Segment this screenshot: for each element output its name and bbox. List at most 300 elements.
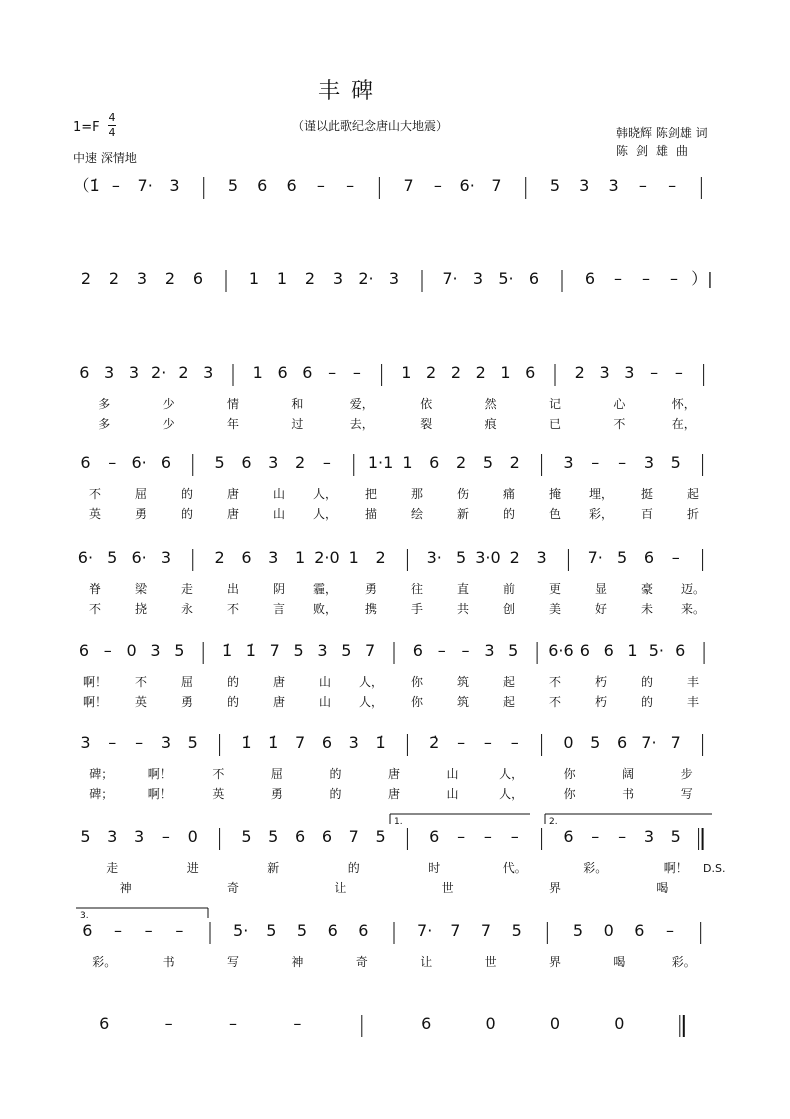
note-token: 6: [321, 827, 333, 846]
lyric-verse-2: 共: [456, 602, 470, 616]
dal-segno-mark: D.S.: [703, 862, 726, 875]
lyric-verse-2: 手: [410, 602, 424, 616]
lyric-verse-2: 去，: [349, 417, 374, 431]
note-token: 3: [484, 641, 495, 660]
note-token: 6: [82, 921, 93, 940]
note-token: –: [638, 176, 647, 195]
note-token: 5: [214, 453, 225, 472]
note-token: （1̇: [73, 176, 100, 195]
note-token: 5: [241, 827, 252, 846]
note-token: 3: [203, 363, 214, 382]
note-token: 2̇: [429, 733, 440, 752]
note-token: 6: [321, 733, 333, 752]
lyric-verse-2: 年: [226, 417, 240, 431]
note-token: 3: [624, 363, 635, 382]
lyric-verse-1: 山: [318, 675, 332, 689]
lyric-verse-2: 界: [548, 881, 562, 895]
note-token: 1̇: [375, 733, 386, 752]
note-token: 3: [169, 176, 180, 195]
note-token: 2·: [358, 269, 374, 288]
note-token: 6: [286, 176, 297, 195]
note-token: 6: [78, 641, 90, 660]
note-token: 6: [160, 453, 172, 472]
lyric-verse-2: 的: [226, 695, 240, 709]
note-token: 6: [241, 548, 252, 567]
lyric-verse-1: 的: [347, 861, 360, 875]
lyric-verse-2: 唐: [272, 695, 286, 709]
note-token: 2·: [151, 363, 167, 382]
time-signature-top: 4: [108, 111, 116, 124]
lyric-verse-2: 碑；: [89, 787, 114, 801]
lyric-verse-2: 的: [502, 507, 516, 521]
note-token: 3: [388, 269, 400, 288]
lyric-verse-1: 进: [186, 861, 199, 875]
note-token: 7·: [587, 548, 603, 567]
lyric-verse-1: 埋，: [588, 487, 614, 501]
note-token: 6: [99, 1014, 110, 1033]
note-token: –: [671, 548, 680, 567]
note-token: –: [642, 269, 650, 288]
note-token: –: [433, 176, 442, 195]
note-token: ）|: [691, 269, 713, 288]
lyric-verse-2: 起: [502, 695, 516, 709]
lyric-verse-2: 勇: [270, 787, 283, 801]
lyric-verse-1: 走: [106, 861, 119, 875]
note-token: 3: [104, 363, 115, 382]
note-token: 1: [401, 363, 412, 382]
lyric-verse-2: 山: [446, 787, 459, 801]
note-token: 6: [643, 548, 655, 567]
note-token: 3·: [426, 548, 442, 567]
lyric-verse-2: 啊！: [82, 695, 108, 709]
lyric-verse-1: 代。: [502, 861, 527, 875]
lyric-verse-2: 英: [88, 507, 102, 521]
lyric-verse-1: 屈: [134, 487, 148, 501]
note-token: 6: [277, 363, 288, 382]
note-token: 3: [643, 827, 655, 846]
lyric-verse-1: 阔: [622, 767, 635, 781]
lyric-verse-2: 绘: [410, 507, 424, 521]
lyric-verse-2: 在，: [671, 417, 696, 431]
note-token: 5: [375, 827, 386, 846]
lyric-verse-2: 色: [548, 507, 562, 521]
note-token: 3: [599, 363, 610, 382]
note-token: –: [161, 827, 170, 846]
lyric-verse-2: 言: [272, 602, 286, 616]
note-token: 6: [412, 641, 423, 660]
note-token: 5: [268, 827, 279, 846]
lyric-verse-1: 的: [329, 767, 342, 781]
lyric-verse-2: 喝: [656, 881, 669, 895]
note-token: 1: [252, 363, 263, 382]
lyric-verse-2: 山: [272, 507, 286, 521]
note-token: –: [175, 921, 184, 940]
lyric-verse-2: 携: [364, 602, 378, 616]
lyric-verse-2: 神: [119, 881, 132, 895]
note-token: 3: [107, 827, 118, 846]
lyric-verse-2: 你: [563, 787, 576, 801]
note-token: 3: [268, 453, 279, 472]
lyric-verse-1: 把: [364, 487, 378, 501]
volta-label-2: 2.: [549, 817, 558, 827]
lyric-verse-1: 那: [410, 487, 424, 501]
note-token: 2: [509, 548, 520, 567]
note-token: 2: [375, 548, 386, 567]
note-token: 7: [365, 641, 376, 660]
note-token: 5: [616, 548, 628, 567]
note-token: 6: [302, 363, 313, 382]
note-token: –: [164, 1014, 173, 1033]
note-token: 0: [614, 1014, 625, 1033]
lyric-verse-1: 你: [563, 767, 576, 781]
note-token: –: [328, 363, 337, 382]
lyric-verse-1: 怀，: [671, 397, 696, 411]
note-token: 6: [327, 921, 338, 940]
lyric-verse-2: 好: [594, 602, 608, 616]
note-token: 6: [294, 827, 306, 846]
note-token: 3·0: [475, 548, 501, 567]
note-token: 2: [475, 363, 486, 382]
note-token: 6: [675, 641, 686, 660]
note-token: 5: [482, 453, 494, 472]
lyric-verse-1: 和: [291, 397, 304, 411]
lyric-verse-2: 世: [441, 881, 454, 895]
lyric-verse-1: 彩。: [92, 955, 117, 969]
lyric-verse-2: 百: [640, 507, 654, 521]
note-token: –: [111, 176, 120, 195]
note-token: 5: [508, 641, 519, 660]
lyric-verse-1: 出: [226, 582, 240, 596]
note-token: –: [346, 176, 355, 195]
note-token: 3: [80, 733, 91, 752]
lyric-verse-1: 显: [594, 582, 608, 596]
note-token: 6·: [77, 548, 94, 567]
note-token: 2: [426, 363, 437, 382]
note-token: 6: [634, 921, 645, 940]
note-token: 3: [579, 176, 590, 195]
note-token: 7: [670, 733, 681, 752]
lyric-verse-2: 不: [226, 602, 240, 616]
note-token: 6: [525, 363, 536, 382]
note-token: 2: [108, 269, 120, 288]
note-token: 5: [341, 641, 352, 660]
lyric-verse-1: 啊！: [82, 675, 108, 689]
lyric-verse-2: 唐: [226, 507, 240, 521]
lyric-verse-1: 写: [226, 955, 240, 969]
note-token: 5: [296, 921, 308, 940]
note-token: 1̇: [268, 733, 279, 752]
lyric-verse-2: 的: [180, 507, 194, 521]
note-token: 5: [670, 827, 681, 846]
lyric-verse-2: 折: [686, 507, 700, 521]
lyric-verse-1: 脊: [88, 582, 102, 596]
note-token: 7: [403, 176, 414, 195]
note-token: 6: [563, 827, 574, 846]
lyric-verse-2: 朽: [594, 695, 608, 709]
lyric-verse-1: 山: [272, 487, 286, 501]
lyric-verse-1: 神: [291, 955, 304, 969]
lyric-verse-1: 霾，: [312, 582, 338, 596]
lyric-verse-1: 屈: [270, 767, 283, 781]
note-token: –: [144, 921, 153, 940]
lyric-verse-1: 书: [162, 955, 175, 969]
lyric-verse-2: 英: [212, 787, 225, 801]
lyric-verse-2: 不: [613, 417, 626, 431]
note-token: –: [322, 453, 331, 472]
note-token: 2: [164, 269, 176, 288]
lyric-verse-2: 你: [410, 695, 424, 709]
lyric-verse-2: 英: [134, 695, 148, 709]
lyric-verse-2: 新: [456, 507, 470, 521]
note-token: 0: [563, 733, 574, 752]
note-token: 1: [248, 269, 260, 288]
lyric-verse-1: 人，: [312, 487, 338, 501]
lyric-verse-1: 痛: [502, 487, 516, 501]
lyric-verse-1: 屈: [180, 675, 194, 689]
lyric-verse-2: 写: [680, 787, 693, 801]
lyric-verse-1: 唐: [272, 675, 286, 689]
note-token: 7·: [137, 176, 153, 195]
note-token: 0: [485, 1014, 496, 1033]
note-token: 7·: [641, 733, 657, 752]
note-token: 6: [192, 269, 204, 288]
note-token: –: [510, 827, 519, 846]
lyric-verse-1: 朽: [594, 675, 608, 689]
note-token: 6: [528, 269, 540, 288]
lyric-verse-1: 步: [680, 767, 693, 781]
lyric-verse-2: 书: [622, 787, 635, 801]
lyric-verse-1: 豪: [640, 582, 654, 596]
note-token: –: [666, 921, 674, 940]
lyric-verse-2: 挠: [134, 602, 148, 616]
note-token: –: [650, 363, 659, 382]
lyric-verse-2: 败，: [312, 602, 338, 616]
note-token: 5: [670, 453, 681, 472]
lyric-verse-1: 爱，: [349, 397, 374, 411]
note-token: 6: [79, 363, 90, 382]
lyric-verse-2: 永: [180, 602, 194, 616]
composer-credit: 陈剑雄曲: [616, 144, 697, 158]
note-token: 6: [616, 733, 628, 752]
note-token: –: [483, 733, 492, 752]
note-token: –: [103, 641, 112, 660]
note-token: 3: [128, 363, 140, 382]
lyric-verse-2: 人，: [499, 787, 524, 801]
note-token: –: [618, 827, 627, 846]
note-token: 5: [572, 921, 584, 940]
note-token: 6: [584, 269, 596, 288]
note-token: 2: [574, 363, 585, 382]
note-token: –: [618, 453, 627, 472]
note-token: 1̇: [245, 641, 256, 660]
lyric-verse-1: 少: [162, 397, 175, 411]
lyric-verse-2: 人，: [312, 507, 338, 521]
lyric-verse-1: 山: [446, 767, 459, 781]
lyric-verse-1: 唐: [387, 767, 401, 781]
lyric-verse-1: 你: [410, 675, 424, 689]
note-token: –: [293, 1014, 302, 1033]
note-token: 5: [80, 827, 91, 846]
note-token: –: [614, 269, 622, 288]
lyric-verse-1: 往: [410, 582, 424, 596]
lyric-verse-2: 奇: [226, 881, 240, 895]
lyric-verse-1: 喝: [613, 955, 626, 969]
lyric-verse-1: 丰: [686, 675, 700, 689]
lyric-verse-1: 更: [548, 582, 562, 596]
note-token: 5: [511, 921, 522, 940]
note-token: 2: [294, 453, 306, 472]
note-token: 7: [294, 733, 306, 752]
note-token: 3: [348, 733, 359, 752]
note-token: 0: [126, 641, 137, 660]
lyric-verse-2: 描: [364, 507, 378, 521]
note-token: 1·1: [367, 453, 394, 472]
note-token: –: [437, 641, 446, 660]
lyric-verse-1: 啊！: [663, 861, 688, 875]
lyric-verse-1: 世: [484, 955, 497, 969]
note-token: 5: [590, 733, 601, 752]
lyric-verse-1: 阴: [272, 582, 286, 596]
note-token: 1: [348, 548, 359, 567]
note-token: 0: [187, 827, 198, 846]
lyric-verse-1: 啊！: [147, 767, 172, 781]
note-token: 2: [178, 363, 189, 382]
lyric-verse-2: 少: [162, 417, 175, 431]
lyric-verse-1: 不: [88, 487, 102, 501]
key-signature: 1=F: [73, 120, 100, 135]
note-token: –: [483, 827, 492, 846]
note-token: 0: [549, 1014, 561, 1033]
note-token: 3: [472, 269, 484, 288]
lyric-verse-2: 美: [548, 602, 562, 616]
lyric-verse-1: 勇: [364, 582, 378, 596]
lyric-verse-2: 丰: [686, 695, 700, 709]
note-token: 5: [187, 733, 198, 752]
note-token: 3: [563, 453, 574, 472]
lyric-verse-1: 让: [420, 955, 433, 969]
note-token: –: [674, 363, 683, 382]
lyric-verse-1: 迈。: [680, 582, 706, 596]
lyric-verse-1: 梁: [134, 582, 148, 596]
lyric-verse-1: 不: [134, 675, 148, 689]
note-token: 3: [317, 641, 328, 660]
note-token: 1̇: [241, 733, 252, 752]
note-token: 6: [429, 453, 440, 472]
note-token: –: [108, 453, 117, 472]
lyric-verse-1: 界: [548, 955, 562, 969]
note-token: 1̇: [221, 641, 233, 660]
lyric-verse-1: 的: [180, 487, 194, 501]
note-token: –: [229, 1014, 237, 1033]
lyric-verse-1: 走: [180, 582, 194, 596]
note-token: 2: [214, 548, 225, 567]
note-token: 3: [536, 548, 547, 567]
lyric-verse-1: 记: [548, 397, 562, 411]
note-token: 6: [80, 453, 91, 472]
note-token: 2·0: [314, 548, 340, 567]
note-token: 6: [241, 453, 252, 472]
lyric-verse-2: 唐: [387, 787, 401, 801]
note-token: 6·: [459, 176, 475, 195]
lyric-verse-2: 山: [318, 695, 332, 709]
lyric-verse-2: 啊！: [147, 787, 172, 801]
note-token: 2: [455, 453, 467, 472]
lyric-verse-1: 碑；: [89, 767, 114, 781]
note-token: 6: [358, 921, 369, 940]
lyric-verse-1: 的: [640, 675, 654, 689]
note-token: 5·: [648, 641, 665, 660]
note-token: 3: [133, 827, 145, 846]
lyric-verse-2: 裂: [420, 417, 433, 431]
lyric-verse-2: 筑: [456, 695, 470, 709]
note-token: 7: [491, 176, 502, 195]
note-token: 5: [549, 176, 561, 195]
lyric-verse-1: 的: [226, 675, 240, 689]
volta-label-3: 3.: [80, 911, 89, 921]
note-token: –: [135, 733, 144, 752]
lyric-verse-1: 人，: [358, 675, 384, 689]
note-token: 6: [257, 176, 268, 195]
lyric-verse-2: 彩，: [588, 507, 614, 521]
lyric-verse-2: 不: [548, 695, 562, 709]
lyric-verse-2: 已: [548, 417, 562, 431]
note-token: 7·: [417, 921, 433, 940]
note-token: 5: [455, 548, 467, 567]
note-token: 1: [276, 269, 288, 288]
lyric-verse-1: 依: [420, 397, 433, 411]
note-token: 6: [603, 641, 614, 660]
note-token: –: [352, 363, 361, 382]
note-token: 1: [500, 363, 511, 382]
note-token: 3: [268, 548, 279, 567]
note-token: 5: [107, 548, 118, 567]
note-token: 3: [160, 733, 172, 752]
tempo-marking: 中速 深情地: [73, 151, 137, 165]
note-token: 5: [227, 176, 239, 195]
note-token: 7: [269, 641, 280, 660]
lyric-verse-2: 不: [88, 602, 102, 616]
lyric-verse-1: 新: [267, 861, 280, 875]
lyric-verse-1: 人，: [499, 767, 524, 781]
lyric-verse-1: 唐: [226, 487, 240, 501]
lyric-verse-1: 心: [613, 397, 626, 411]
note-token: –: [461, 641, 470, 660]
note-token: 7: [480, 921, 492, 940]
note-token: –: [591, 827, 600, 846]
note-token: 5: [266, 921, 277, 940]
lyric-verse-1: 直: [456, 582, 470, 596]
note-token: 6·: [131, 548, 147, 567]
volta-label-1: 1.: [394, 817, 403, 827]
lyric-verse-1: 彩。: [671, 955, 696, 969]
lyric-verse-1: 时: [428, 861, 441, 875]
song-subtitle: （谨以此歌纪念唐山大地震）: [292, 119, 449, 133]
note-token: 1: [627, 641, 638, 660]
lyric-verse-2: 勇: [134, 507, 148, 521]
note-token: 3: [332, 269, 344, 288]
lyric-verse-1: 筑: [456, 675, 470, 689]
note-token: 6: [421, 1014, 432, 1033]
note-token: 7: [450, 921, 461, 940]
note-token: –: [114, 921, 122, 940]
lyric-verse-2: 过: [291, 417, 304, 431]
lyric-verse-1: 伤: [456, 487, 470, 501]
note-token: 2: [80, 269, 92, 288]
lyric-verse-2: 的: [640, 695, 654, 709]
note-token: 7·: [442, 269, 458, 288]
note-token: 6: [579, 641, 590, 660]
lyric-verse-2: 勇: [180, 695, 194, 709]
